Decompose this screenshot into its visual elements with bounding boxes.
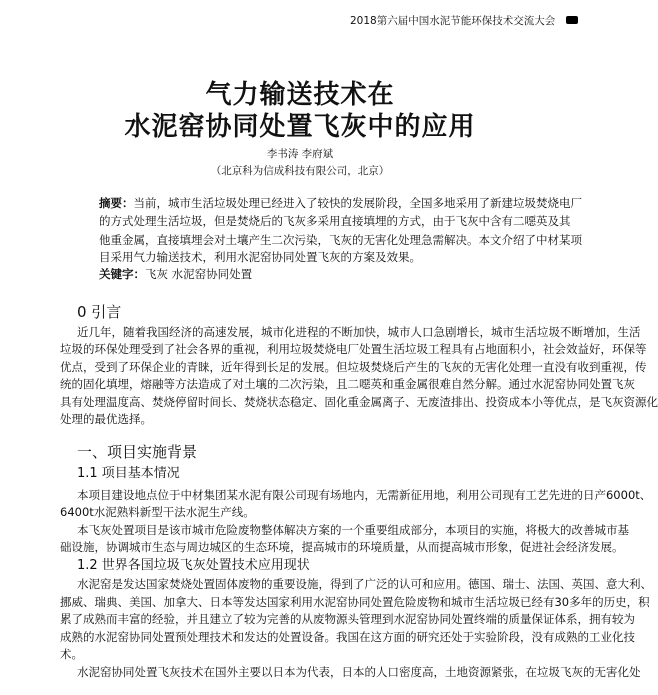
body-line: 优点，受到了环保企业的青睐，近年得到长足的发展。但垃圾焚烧后产生的飞灰的无害化处理一直没有收到重视，传 xyxy=(60,360,647,374)
body-line: 水泥窑是发达国家焚烧处置固体废物的重要设施，得到了广泛的认可和应用。德国、瑞士、法国、英国、意大利、 xyxy=(77,577,652,591)
keywords-label: 关键字： xyxy=(99,267,145,281)
body-line: 成熟的水泥窑协同处置预处理技术和发达的处置设备。我国在这方面的研究还处于实验阶段，没有成熟的工业化技 xyxy=(60,630,635,644)
abstract-line: 目采用气力输送技术，利用水泥窑协同处置飞灰的方案及效果。 xyxy=(99,250,421,264)
body-line: 挪威、瑞典、美国、加拿大、日本等发达国家利用水泥窑协同处置危险废物和城市生活垃圾已经有30多年的历史，积 xyxy=(60,595,650,609)
heading-section-1: 一、项目实施背景 xyxy=(77,443,198,461)
abstract-line: 他重金属，直接填埋会对土壤产生二次污染，飞灰的无害化处理急需解决。本文介绍了中材某项 xyxy=(99,233,582,247)
title-line-2: 水泥窑协同处置飞灰中的应用 xyxy=(124,112,476,142)
heading-intro: 0 引言 xyxy=(77,303,122,321)
body-line: 水泥窑协同处置飞灰技术在国外主要以日本为代表，日本的人口密度高，土地资源紧张，在垃圾飞灰的无害化处 xyxy=(77,665,641,679)
heading-section-1-2: 1.2 世界各国垃圾飞灰处置技术应用现状 xyxy=(77,558,310,573)
affiliation: （北京科为信成科技有限公司，北京） xyxy=(210,165,390,177)
body-line: 处理的最优选择。 xyxy=(60,412,152,426)
body-line: 础设施，协调城市生态与周边城区的生态环境，提高城市的环境质量，从而提高城市形象，促进社会经济发展。 xyxy=(60,540,624,554)
body-line: 具有处理温度高、焚烧停留时间长、焚烧状态稳定、固化重金属离子、无废渣排出、投资成本小等优点，是飞灰资源化 xyxy=(60,395,658,409)
header-marker xyxy=(566,16,578,24)
heading-section-1-1: 1.1 项目基本情况 xyxy=(77,466,180,481)
authors: 李书涛 李府斌 xyxy=(266,148,334,160)
body-line: 累了成熟而丰富的经验，并且建立了较为完善的从废物源头管理到水泥窑协同处置终端的质量保证体系，拥有较为 xyxy=(60,612,635,626)
title-line-1: 气力输送技术在 xyxy=(205,80,395,110)
abstract-line: 摘要：当前，城市生活垃圾处理已经进入了较快的发展阶段，全国多地采用了新建垃圾焚烧电厂 xyxy=(99,196,582,210)
keywords: 关键字：飞灰 水泥窑协同处置 xyxy=(99,267,253,281)
body-line: 6400t水泥熟料新型干法水泥生产线。 xyxy=(60,505,255,519)
body-line: 近几年，随着我国经济的高速发展，城市化进程的不断加快，城市人口急剧增长，城市生活垃圾不断增加，生活 xyxy=(77,325,641,339)
body-line: 本项目建设地点位于中材集团某水泥有限公司现有场地内，无需新征用地，利用公司现有工艺先进的日产6000t、 xyxy=(77,488,652,502)
abstract-label: 摘要： xyxy=(99,196,134,210)
body-line: 术。 xyxy=(60,647,83,661)
abstract-line: 的方式处理生活垃圾，但是焚烧后的飞灰多采用直接填埋的方式，由于飞灰中含有二噁英及其 xyxy=(99,214,571,228)
body-line: 统的固化填埋，熔融等方法造成了对土壤的二次污染，且二噁英和重金属很难自然分解。通过水泥窑协同处置飞灰 xyxy=(60,377,635,391)
body-line: 本飞灰处置项目是该市城市危险废物整体解决方案的一个重要组成部分，本项目的实施，将极大的改善城市基 xyxy=(77,523,629,537)
body-line: 垃圾的环保处理受到了社会各界的重视，利用垃圾焚烧电厂处置生活垃圾工程具有占地面积小，社会效益好，环保等 xyxy=(60,342,647,356)
running-header: 2018第六届中国水泥节能环保技术交流大会 xyxy=(350,15,556,27)
